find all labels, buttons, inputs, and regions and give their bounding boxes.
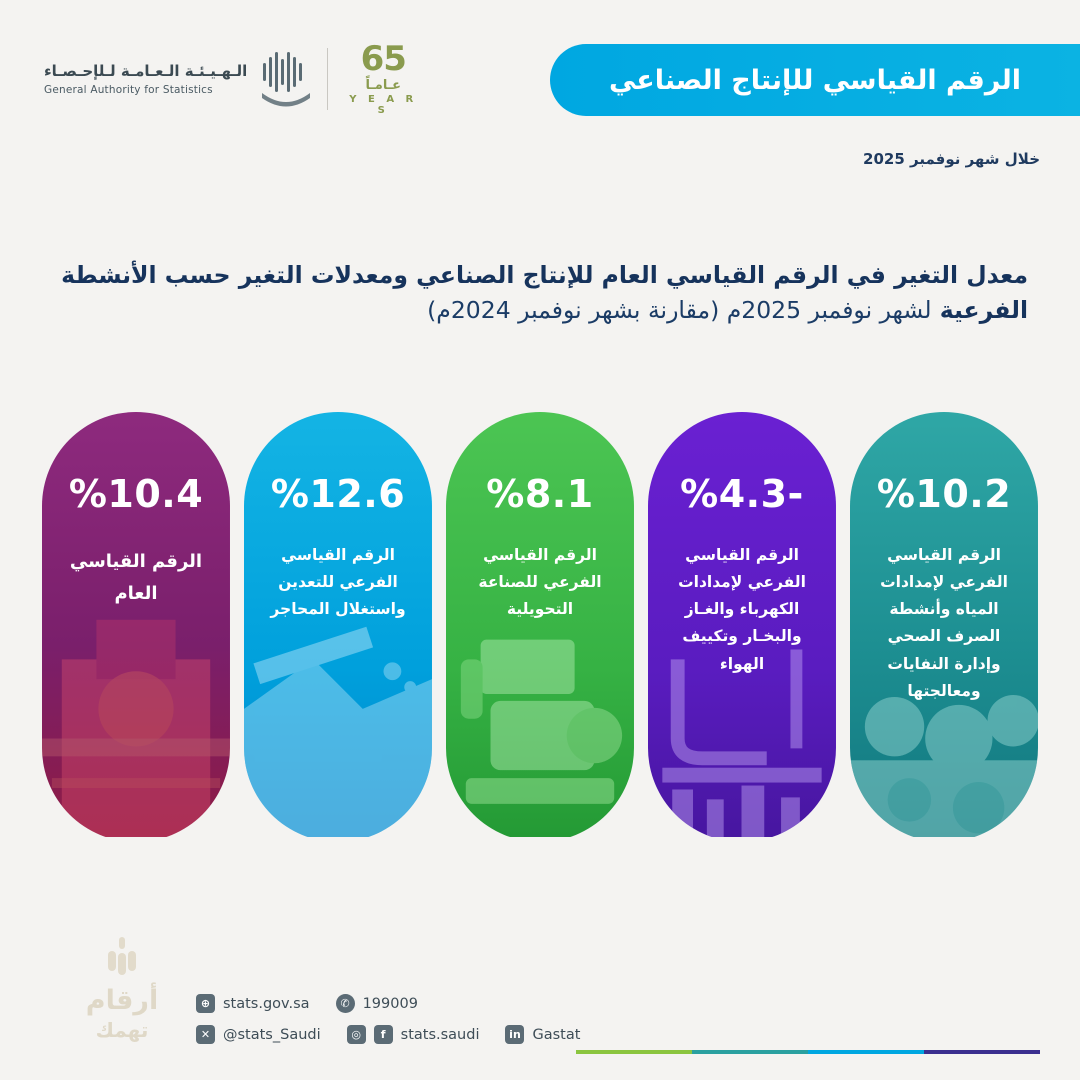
facebook-icon: f <box>374 1025 393 1044</box>
arqam-icon <box>98 933 146 981</box>
card-value-mining: %12.6 <box>270 472 406 516</box>
instagram-icon: ◎ <box>347 1025 366 1044</box>
linkedin-item[interactable] <box>505 1025 580 1044</box>
card-general-index[interactable] <box>42 412 230 842</box>
phone-icon: ✆ <box>336 994 355 1013</box>
twitter-item[interactable] <box>196 1025 321 1044</box>
65-years-mark <box>342 39 424 116</box>
arqam-label: أرقام <box>85 985 159 1016</box>
brand-logo-block <box>44 39 424 116</box>
website-item[interactable] <box>196 994 310 1013</box>
chart-heading <box>52 258 1028 329</box>
card-label-mining: الرقم القياسي الفرعي للتعدين واستغلال المحاجر <box>270 546 406 619</box>
twitter-text: @stats_Saudi <box>223 1026 321 1043</box>
x-twitter-icon: ✕ <box>196 1025 215 1044</box>
card-label-water: الرقم القياسي الفرعي لإمدادات المياه وأنشطة الصرف الصحي وإدارة النفايات ومعالجتها <box>880 546 1008 700</box>
card-water-sewerage-waste[interactable] <box>850 412 1038 842</box>
card-value-manufacturing: %8.1 <box>486 472 594 516</box>
card-mining-quarrying[interactable] <box>244 412 432 842</box>
card-label-electricity: الرقم القياسي الفرعي لإمدادات الكهرباء والغـاز والبخـار وتكييف الهواء <box>678 546 806 673</box>
card-label-general: الرقم القياسي العام <box>69 551 203 604</box>
gastat-emblem-icon <box>259 49 313 109</box>
website-text: stats.gov.sa <box>223 995 310 1012</box>
card-manufacturing[interactable] <box>446 412 634 842</box>
logo-divider <box>327 48 328 110</box>
footer-accent-rule <box>460 1050 1040 1054</box>
linkedin-icon: in <box>505 1025 524 1044</box>
phone-item[interactable] <box>336 994 418 1013</box>
contact-info <box>196 994 580 1044</box>
chart-heading-line2-bold: الفرعية <box>939 296 1028 325</box>
tohimmuk-label: تهمك <box>95 1018 149 1042</box>
phone-text: 199009 <box>362 995 418 1012</box>
bottom-color-bar <box>0 1074 1080 1080</box>
social-handle-item[interactable] <box>347 1025 480 1044</box>
chart-heading-line2-rest: لشهر نوفمبر 2025م (مقارنة بشهر نوفمبر 2024م) <box>427 296 932 325</box>
years-arabic-label: عـامـاً <box>365 78 402 93</box>
gastat-logo <box>44 49 313 109</box>
footer <box>0 890 1080 1080</box>
authority-name-ar: الـهـيـئـة الـعـامـة لـلإحـصـاء <box>44 62 248 80</box>
linkedin-text: Gastat <box>532 1026 581 1043</box>
index-cards <box>42 412 1038 842</box>
card-value-water: %10.2 <box>876 472 1012 516</box>
card-value-general: %10.4 <box>68 472 204 516</box>
chart-heading-line1: معدل التغير في الرقم القياسي العام للإنتاج الصناعي ومعدلات التغير حسب الأنشطة <box>61 261 1028 289</box>
years-number: 65 <box>360 39 406 79</box>
reference-period: خلال شهر نوفمبر 2025 <box>863 150 1040 168</box>
card-electricity-gas-steam-ac[interactable] <box>648 412 836 842</box>
card-value-electricity: %4.3- <box>680 472 804 516</box>
authority-name-en: General Authority for Statistics <box>44 84 213 96</box>
social-handle-text: stats.saudi <box>400 1026 480 1043</box>
arqam-tohimmuk-mark <box>52 933 192 1042</box>
card-label-manufacturing: الرقم القياسي الفرعي للصناعة التحويلية <box>478 546 602 619</box>
page-title: الرقم القياسي للإنتاج الصناعي <box>550 44 1080 116</box>
globe-icon: ⊕ <box>196 994 215 1013</box>
years-english-label: Y E A R S <box>349 94 418 116</box>
